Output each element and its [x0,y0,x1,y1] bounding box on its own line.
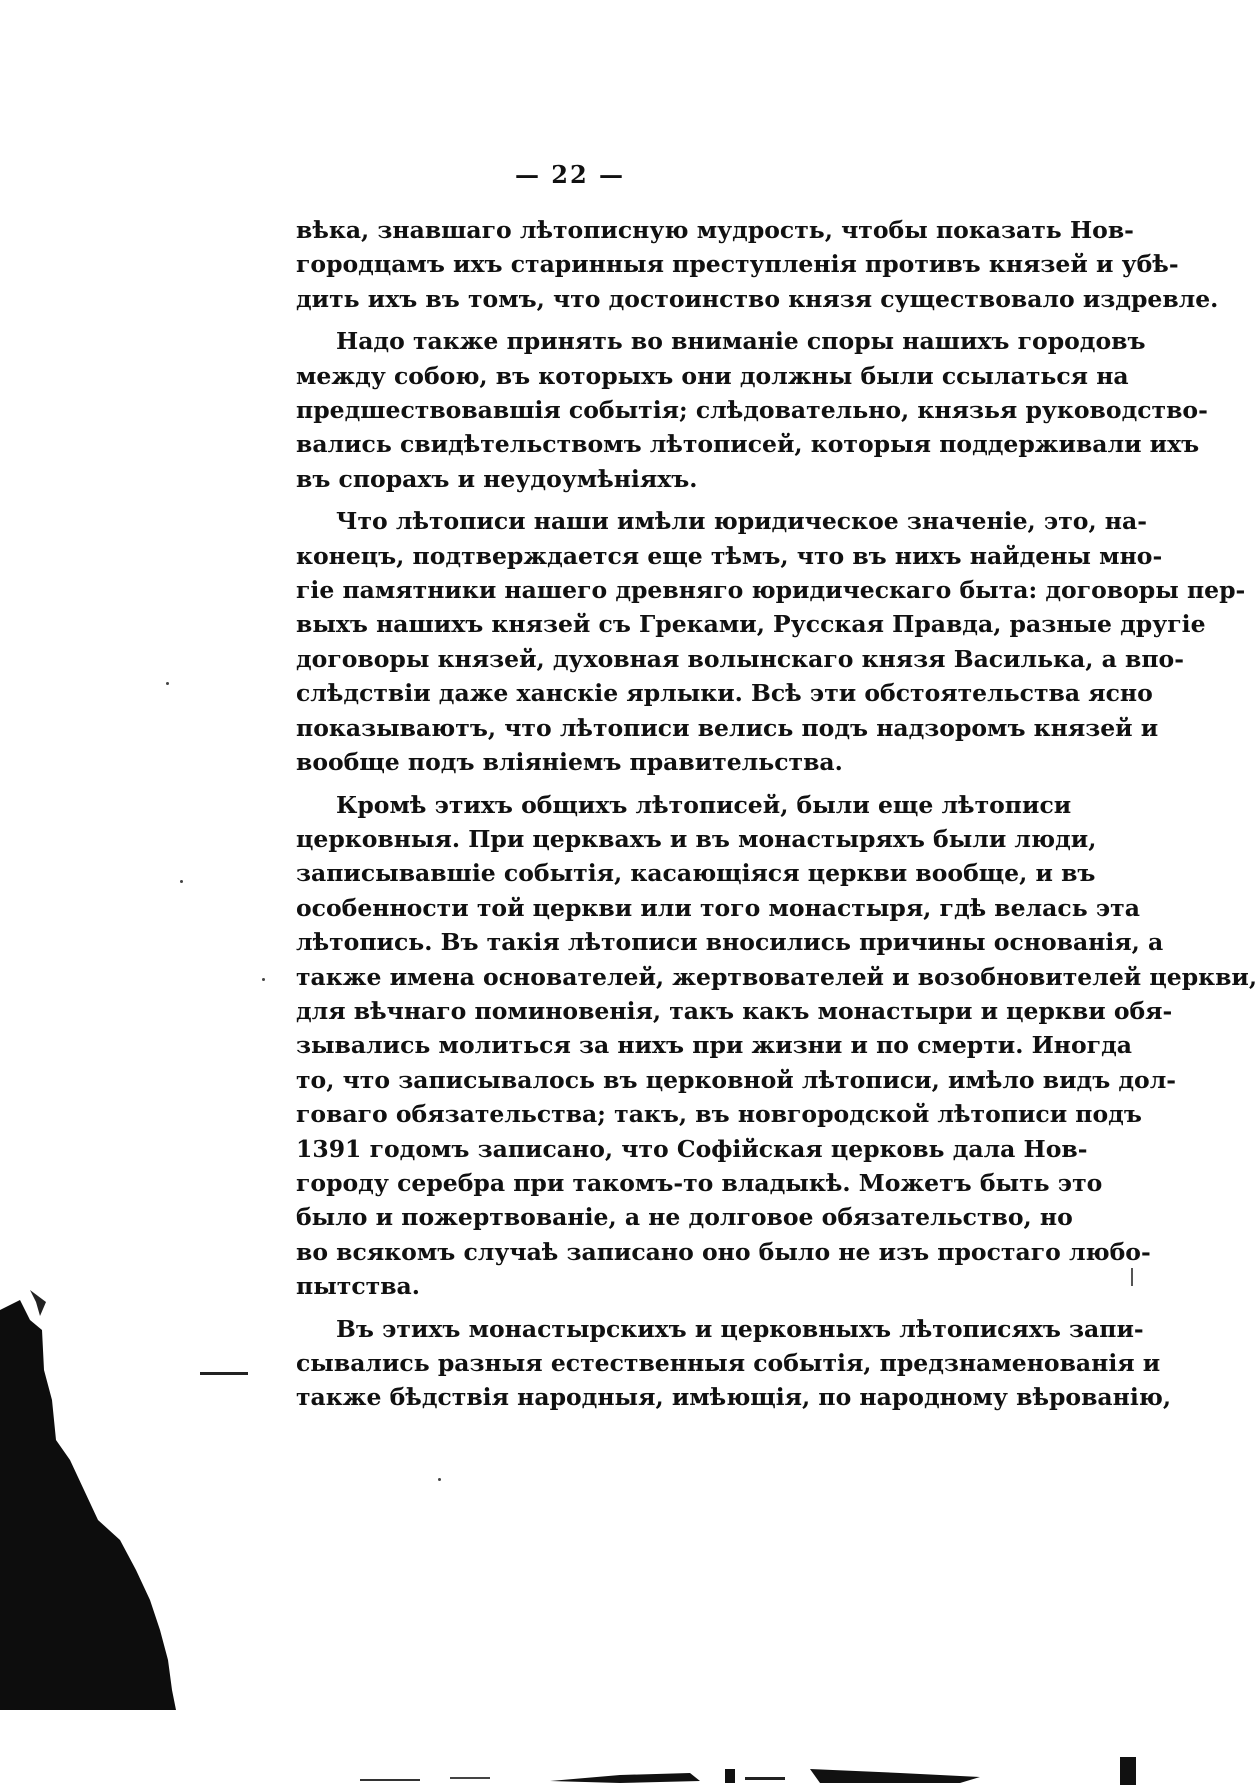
speck-artifact [180,880,183,883]
paragraph-5 [296,1312,1172,1415]
text-line: то, что записывалось въ церковной лѣтописи, имѣло видъ дол- [296,1065,1177,1094]
margin-dash-artifact [200,1372,248,1375]
text-line: 1391 годомъ записано, что Софійская церковь дала Нов- [296,1134,1088,1163]
margin-mark-artifact [1131,1268,1133,1286]
bottom-edge-artifact [360,1755,1140,1788]
paragraph-3 [296,504,1246,779]
page-number: — 22 — [514,160,626,189]
text-line: Надо также принять во вниманіе споры нашихъ городовъ [336,327,1146,356]
binding-shadow-artifact [0,1290,180,1710]
text-line: записывавшіе событія, касающіяся церкви вообще, и въ [296,859,1096,888]
text-line: вѣка, знавшаго лѣтописную мудрость, чтобы показать Нов- [296,216,1134,244]
text-line: особенности той церкви или того монастыря, гдѣ велась эта [296,893,1140,922]
text-line: Кромѣ этихъ общихъ лѣтописей, были еще лѣтописи [336,790,1072,819]
text-line: въ спорахъ и неудоумѣніяхъ. [296,464,698,493]
text-line: предшествовавшія событія; слѣдовательно, князья руководство- [296,396,1208,425]
text-line: гіе памятники нашего древняго юридическаго быта: договоры пер- [296,576,1246,605]
speck-artifact [438,1478,441,1481]
text-column [296,213,1257,1415]
speck-artifact [262,978,265,981]
text-line: городу серебра при такомъ-то владыкѣ. Можетъ быть это [296,1168,1103,1197]
text-line: во всякомъ случаѣ записано оно было не изъ простаго любо- [296,1237,1151,1266]
paragraph-1 [296,213,1219,316]
text-line: говаго обязательства; такъ, въ новгородской лѣтописи подъ [296,1100,1142,1129]
paragraph-2 [296,324,1208,496]
text-line: также бѣдствія народныя, имѣющія, по народному вѣрованію, [296,1383,1172,1412]
text-line: конецъ, подтверждается еще тѣмъ, что въ нихъ найдены мно- [296,541,1163,570]
text-line: Въ этихъ монастырскихъ и церковныхъ лѣтописяхъ запи- [336,1314,1144,1343]
text-line: для вѣчнаго поминовенія, такъ какъ монастыри и церкви обя- [296,996,1173,1025]
paragraph-4 [296,788,1257,1304]
text-line: было и пожертвованіе, а не долговое обязательство, но [296,1203,1073,1232]
text-line: лѣтопись. Въ такія лѣтописи вносились причины основанія, а [296,928,1164,957]
text-line: дить ихъ въ томъ, что достоинство князя существовало издревле. [296,284,1219,313]
text-line: выхъ нашихъ князей съ Греками, Русская Правда, разные другіе [296,610,1206,639]
text-line: церковныя. При церквахъ и въ монастыряхъ были люди, [296,824,1097,853]
text-line: также имена основателей, жертвователей и возобновителей церкви, [296,962,1257,991]
text-line: городцамъ ихъ старинныя преступленія противъ князей и убѣ- [296,250,1179,279]
text-line: между собою, въ которыхъ они должны были ссылаться на [296,361,1129,390]
text-line: Что лѣтописи наши имѣли юридическое значеніе, это, на- [336,507,1147,536]
speck-artifact [166,682,169,685]
text-line: слѣдствіи даже ханскіе ярлыки. Всѣ эти обстоятельства ясно [296,679,1153,708]
text-line: сывались разныя естественныя событія, предзнаменованія и [296,1349,1161,1377]
text-line: зывались молиться за нихъ при жизни и по смерти. Иногда [296,1031,1132,1060]
text-line: вались свидѣтельствомъ лѣтописей, которыя поддерживали ихъ [296,430,1200,459]
text-line: пытства. [296,1272,420,1301]
text-line: договоры князей, духовная волынскаго князя Василька, а впо- [296,644,1184,673]
text-line: показываютъ, что лѣтописи велись подъ надзоромъ князей и [296,713,1159,742]
text-line: вообще подъ вліяніемъ правительства. [296,748,843,777]
